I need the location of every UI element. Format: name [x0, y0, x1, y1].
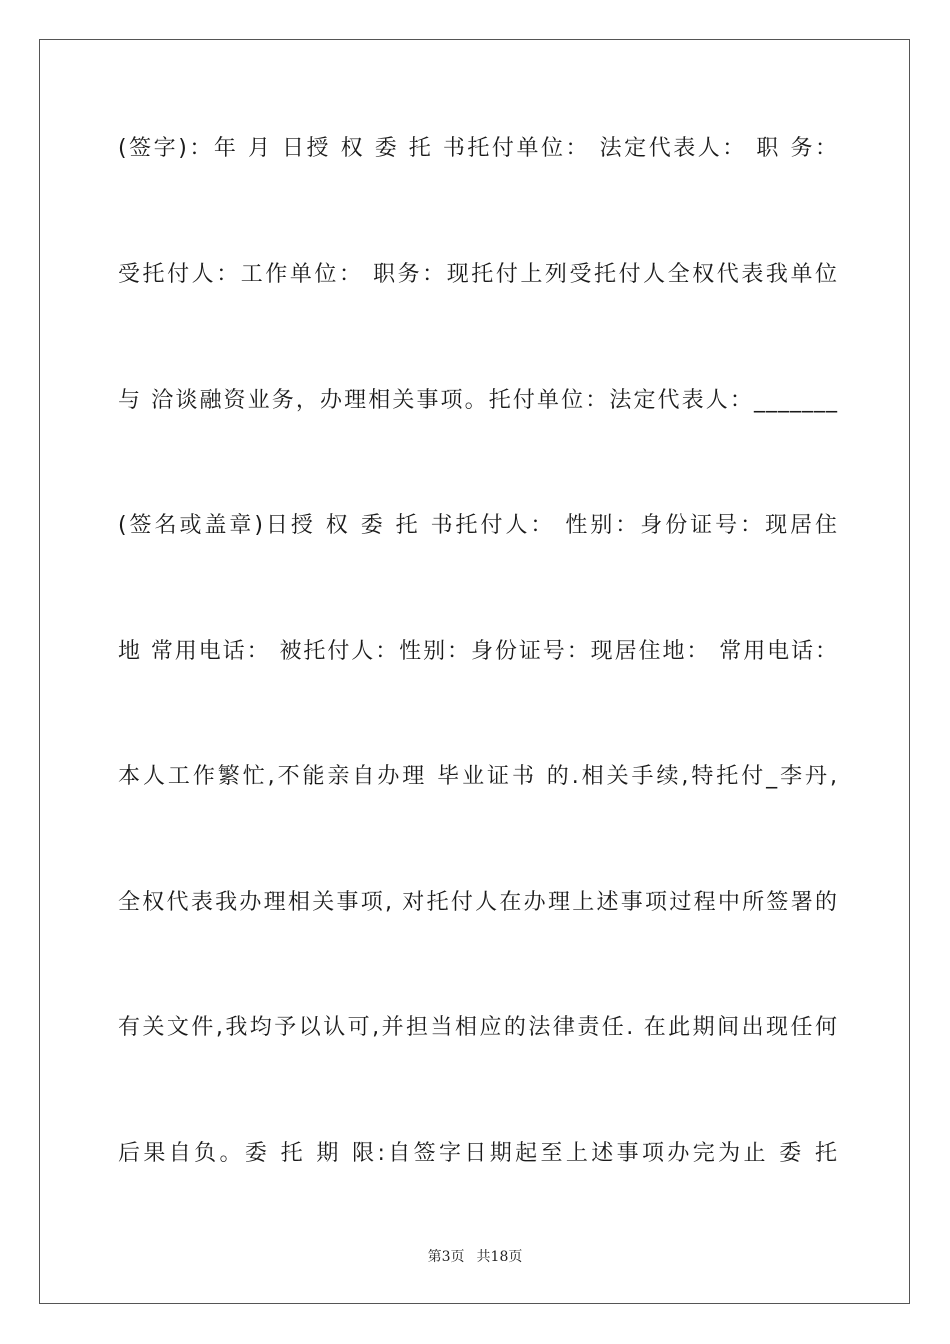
body-line-8: 有关文件,我均予以认可,并担当相应的法律责任. 在此期间出现任何 — [118, 1015, 838, 1040]
body-line-9: 后果自负。委 托 期 限:自签字日期起至上述事项办完为止 委 托 — [118, 1141, 838, 1166]
page-total: 共18页 — [476, 1249, 523, 1265]
body-line-1: (签字)：年 月 日授 权 委 托 书托付单位： 法定代表人： 职 务： — [118, 136, 838, 161]
body-line-3: 与 洽谈融资业务，办理相关事项。托付单位：法定代表人：_______ — [118, 388, 838, 413]
body-line-6: 本人工作繁忙,不能亲自办理 毕业证书 的.相关手续,特托付_李丹, — [118, 764, 838, 789]
page-footer — [0, 1247, 950, 1267]
body-line-4: (签名或盖章)日授 权 委 托 书托付人： 性别：身份证号：现居住 — [118, 513, 838, 538]
body-line-2: 受托付人：工作单位： 职务：现托付上列受托付人全权代表我单位 — [118, 262, 838, 287]
body-line-5: 地 常用电话： 被托付人：性别：身份证号：现居住地： 常用电话： — [118, 639, 838, 664]
body-line-7: 全权代表我办理相关事项, 对托付人在办理上述事项过程中所签署的 — [118, 890, 838, 915]
page-number: 第3页 — [427, 1249, 465, 1265]
page-border — [39, 39, 910, 1304]
